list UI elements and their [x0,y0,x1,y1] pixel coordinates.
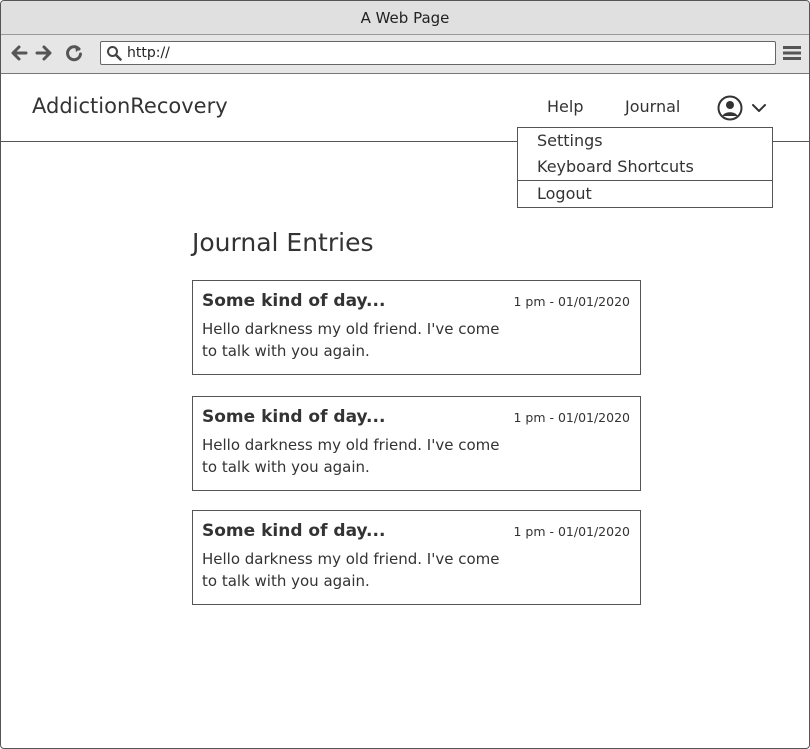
address-bar[interactable] [100,41,776,65]
back-arrow-icon[interactable] [9,43,29,63]
entry-preview-line: Hello darkness my old friend. I've come [202,320,500,338]
search-icon [106,45,122,61]
forward-arrow-icon[interactable] [34,43,54,63]
user-avatar-icon[interactable] [717,95,743,121]
entry-title: Some kind of day... [202,291,386,311]
journal-entry-card[interactable] [192,510,641,605]
journal-entry-card[interactable] [192,396,641,491]
brand-logo-text[interactable]: AddictionRecovery [32,94,228,118]
entry-timestamp: 1 pm - 01/01/2020 [513,524,630,539]
entry-preview-line: to talk with you again. [202,458,370,476]
menu-item-logout[interactable]: Logout [537,184,592,203]
entry-preview-line: to talk with you again. [202,572,370,590]
entry-preview-line: to talk with you again. [202,342,370,360]
chevron-down-icon[interactable] [751,101,767,115]
entry-preview [202,318,542,362]
window-titlebar [1,1,809,35]
journal-entry-card[interactable] [192,280,641,375]
entry-timestamp: 1 pm - 01/01/2020 [513,410,630,425]
user-dropdown-menu [517,127,773,208]
entry-preview [202,548,542,592]
menu-item-settings[interactable]: Settings [537,131,603,150]
menu-item-keyboard-shortcuts[interactable]: Keyboard Shortcuts [537,157,694,176]
hamburger-menu-icon[interactable] [783,44,801,62]
entry-preview-line: Hello darkness my old friend. I've come [202,550,500,568]
entry-timestamp: 1 pm - 01/01/2020 [513,294,630,309]
entry-title: Some kind of day... [202,407,386,427]
entry-preview-line: Hello darkness my old friend. I've come [202,436,500,454]
reload-icon[interactable] [64,43,84,63]
url-text[interactable]: http:// [127,45,170,61]
nav-link-journal[interactable]: Journal [625,97,681,116]
page-title: Journal Entries [192,228,374,257]
entry-title: Some kind of day... [202,521,386,541]
menu-divider [518,180,772,181]
window-title: A Web Page [360,8,450,27]
browser-toolbar [1,35,809,74]
entry-preview [202,434,542,478]
nav-link-help[interactable]: Help [547,97,584,116]
